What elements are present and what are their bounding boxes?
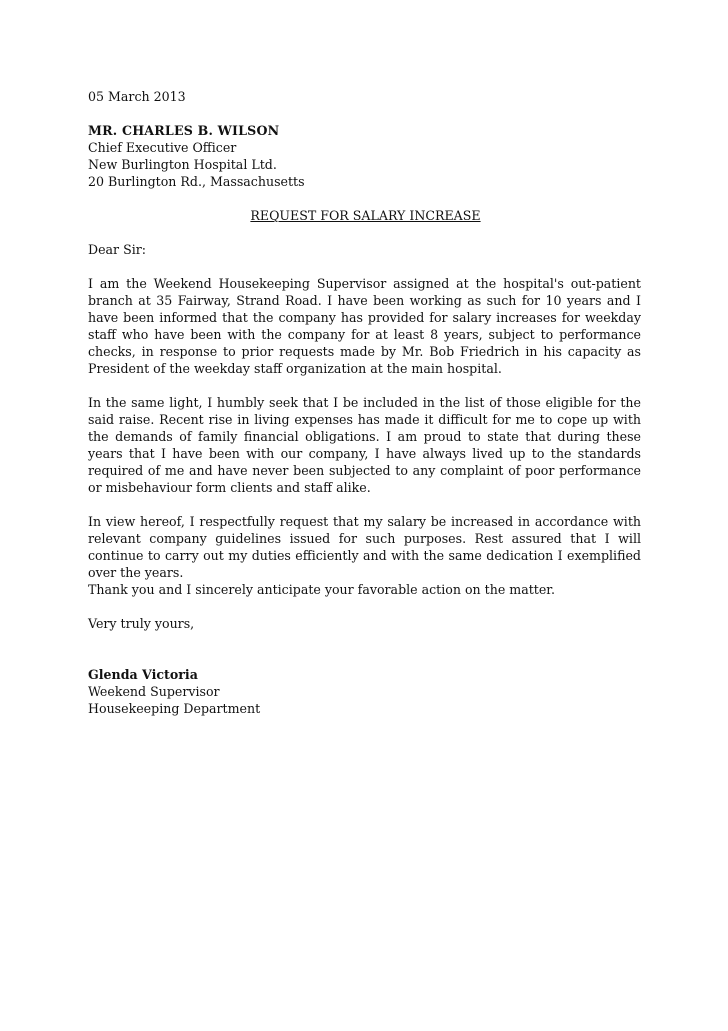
recipient-name: MR. CHARLES B. WILSON bbox=[88, 123, 280, 138]
sender-name: Glenda Victoria bbox=[88, 667, 198, 682]
recipient-block bbox=[88, 122, 641, 190]
salutation: Dear Sir: bbox=[88, 242, 147, 257]
letter-page bbox=[88, 88, 641, 717]
body-paragraph-4: Thank you and I sincerely anticipate your favorable action on the matter. bbox=[88, 582, 555, 597]
signature-block bbox=[88, 666, 641, 717]
body-paragraph-1: I am the Weekend Housekeeping Supervisor assigned at the hospital's out-patient branch at 35 Fairway, Strand Road. I have been working as such for 10 years and I have been informed that the company has provided for salary increases for weekday staff who have been with the company for at least 8 years, subject to performance checks, in response to prior requests made by Mr. Bob Friedrich in his capacity as President of the weekday staff organization at the main hospital. bbox=[88, 276, 641, 376]
sender-title: Weekend Supervisor bbox=[88, 684, 220, 699]
recipient-address: 20 Burlington Rd., Massachusetts bbox=[88, 174, 305, 189]
closing: Very truly yours, bbox=[88, 616, 195, 631]
recipient-title: Chief Executive Officer bbox=[88, 140, 237, 155]
body-paragraph-2: In the same light, I humbly seek that I be included in the list of those eligible for the said raise. Recent rise in living expenses has made it difficult for me to cope up with the demands of family financial obligations. I am proud to state that during these years that I have been with our company, I have always lived up to the standards required of me and have never been subjected to any complaint of poor performance or misbehaviour form clients and staff alike. bbox=[88, 395, 641, 495]
sender-department: Housekeeping Department bbox=[88, 701, 261, 716]
letter-date: 05 March 2013 bbox=[88, 89, 186, 104]
recipient-company: New Burlington Hospital Ltd. bbox=[88, 157, 277, 172]
letter-subject: REQUEST FOR SALARY INCREASE bbox=[250, 208, 481, 223]
body-paragraph-3: In view hereof, I respectfully request that my salary be increased in accordance with relevant company guidelines issued for such purposes. Rest assured that I will continue to carry out my duties efficiently and with the same dedication I exemplified over the years. bbox=[88, 514, 641, 580]
